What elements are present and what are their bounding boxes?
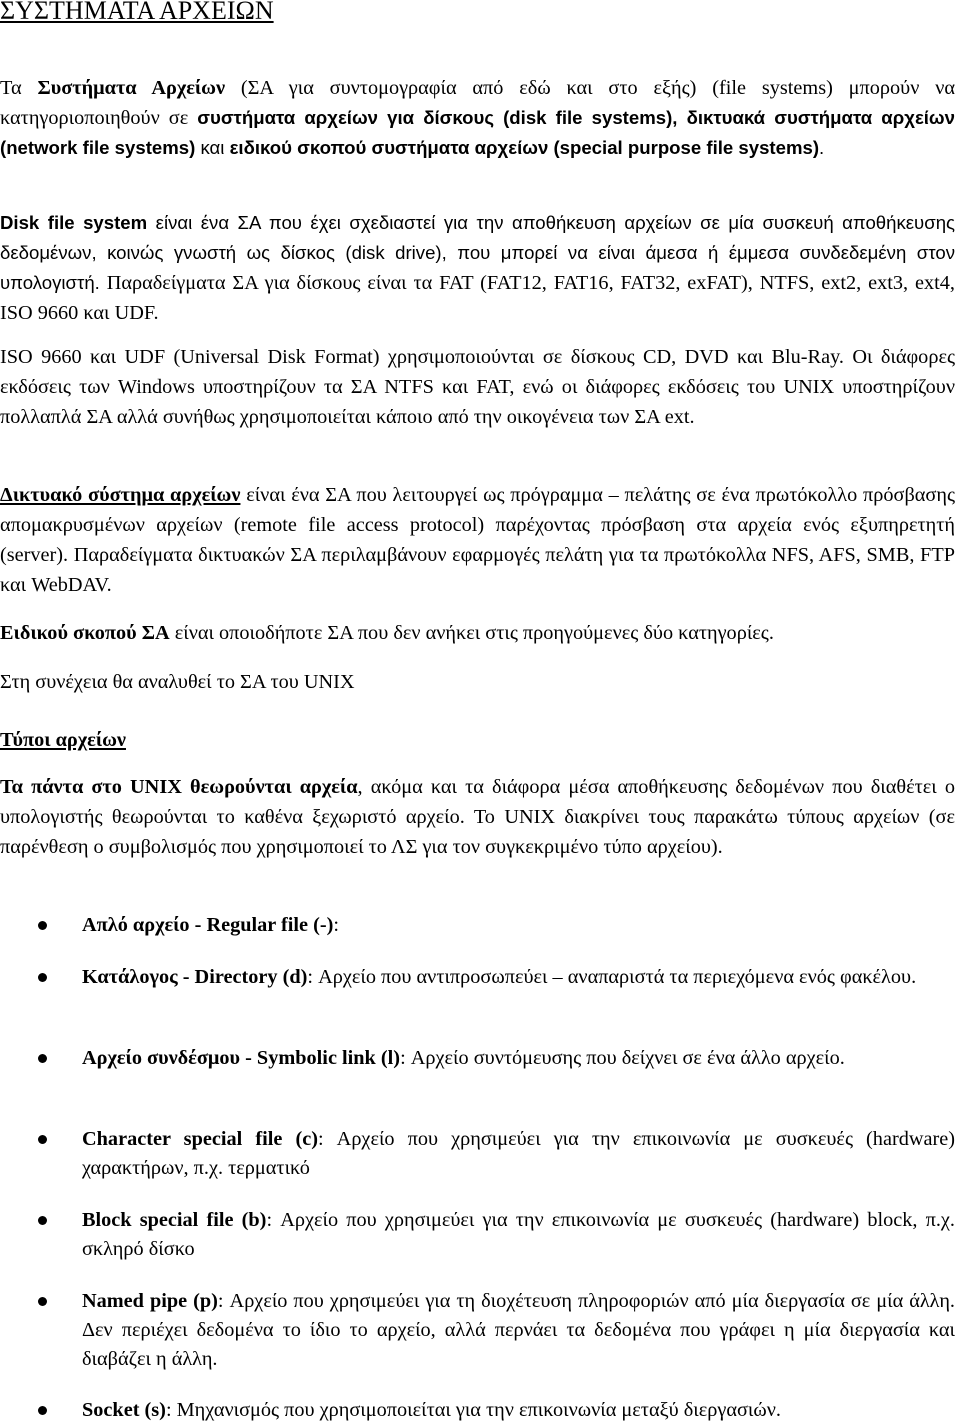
bullet-icon [38,1297,47,1306]
bullet-icon [38,921,47,930]
network-file-system-paragraph: Δικτυακό σύστημα αρχείων είναι ένα ΣΑ που λειτουργεί ως πρόγραμμα – πελάτης σε ένα πρωτόκολλο πρόσβασης απομακρυσμένων αρχείων (remote file access protocol) παρέχοντας πρόσβαση στα αρχεία ενός εξυπηρετητή (server). Παραδείγματα δικτυακών ΣΑ περιλαμβάνουν εφαρμογές πελάτη για τα πρωτόκολλα NFS, AFS, SMB, FTP και WebDAV. [0,484,955,596]
bullet-icon [38,973,47,982]
bullet-icon [38,1135,47,1144]
bullet-icon [38,1406,47,1415]
bullet-icon [38,1216,47,1225]
disk-file-system-paragraph: Disk file system είναι ένα ΣΑ που έχει σχεδιαστεί για την αποθήκευση αρχείων σε μία συσκευή αποθήκευσης δεδομένων, κοινώς γνωστή ως δίσκος (disk drive), που μπορεί να είναι άμεσα ή έμμεσα συνδεδεμένη στον υπολογιστή. Παραδείγματα ΣΑ για δίσκους είναι τα FAT (FAT12, FAT16, FAT32, exFAT), NTFS, ext2, ext3, ext4, ISO 9660 και UDF. [0,212,956,324]
page-title: ΣΥΣΤΗΜΑΤΑ ΑΡΧΕΙΩΝ [0,0,274,25]
file-types-heading: Τύποι αρχείων [0,729,126,751]
iso-paragraph: ISO 9660 και UDF (Universal Disk Format) χρησιμοποιούνται σε δίσκους CD, DVD και Blu-Ray. Οι διάφορες εκδόσεις των Windows υποστηρίζουν τα ΣΑ NTFS και FAT, ενώ οι διάφορες εκδόσεις του UNIX υποστηρίζουν πολλαπλά ΣΑ αλλά συνήθως χρησιμοποιείται κάποιο από την οικογένεια των ΣΑ ext. [0,346,955,428]
intro-paragraph: Τα Συστήματα Αρχείων (ΣΑ για συντομογραφία από εδώ και στο εξής) (file systems) μπορούν να κατηγοριοποιηθούν σε συστήματα αρχείων για δίσκους (disk file systems), δικτυακά συστήματα αρχείων (network file systems) και ειδικού σκοπού συστήματα αρχείων (special purpose file systems). [0,77,956,158]
bullet-icon [38,1054,47,1063]
document-page: ΣΥΣΤΗΜΑΤΑ ΑΡΧΕΙΩΝ Τα Συστήματα Αρχείων (ΣΑ για συντομογραφία από εδώ και στο εξής) (file systems) μπορούν να κατηγοριοποιηθούν σε συστήματα αρχείων για δίσκους (disk file systems), δικτυακά συστήματα αρχείων (network file systems) και ειδικού σκοπού συστήματα αρχείων (special purpose file systems). Disk file system είναι ένα ΣΑ που έχει σχεδιαστεί για την αποθήκευση αρχείων σε μία συσκευή αποθήκευσης δεδομένων, κοινώς γνωστή ως δίσκος (disk drive), που μπορεί να είναι άμεσα ή έμμεσα συνδεδεμένη στον υπολογιστή. Παραδείγματα ΣΑ για δίσκους είναι τα FAT (FAT12, FAT16, FAT32, exFAT), NTFS, ext2, ext3, ext4, ISO 9660 και UDF. ISO 9660 και UDF (Universal Disk Format) χρησιμοποιούνται σε δίσκους CD, DVD και Blu-Ray. Οι διάφορες εκδόσεις των Windows υποστηρίζουν τα ΣΑ NTFS και FAT, ενώ οι διάφορες εκδόσεις του UNIX υποστηρίζουν πολλαπλά ΣΑ αλλά συνήθως χρησιμοποιείται κάποιο από την οικογένεια των ΣΑ ext. Δικτυακό σύστημα αρχείων είναι ένα ΣΑ που λειτουργεί ως πρόγραμμα – πελάτης σε ένα πρωτόκολλο πρόσβασης απομακρυσμένων αρχείων (remote file access protocol) παρέχοντας πρόσβαση στα αρχεία ενός εξυπηρετητή (server). Παραδείγματα δικτυακών ΣΑ περιλαμβάνουν εφαρμογές πελάτη για τα πρωτόκολλα NFS, AFS, SMB, FTP και WebDAV. Ειδικού σκοπού ΣΑ είναι οποιοδήποτε ΣΑ που δεν ανήκει στις προηγούμενες δύο κατηγορίες. Στη συνέχεια θα αναλυθεί το ΣΑ του UNIX Τύποι αρχείων Τα πάντα στο UNIX θεωρούνται αρχεία, ακόμα και τα διάφορα μέσα αποθήκευσης δεδομένων που διαθέτει ο υπολογιστής θεωρούνται το καθένα ξεχωριστό αρχείο. Το UNIX διακρίνει τους παρακάτω τύπους αρχείων (σε παρένθεση ο συμβολισμός που χρησιμοποιεί το ΛΣ για τον συγκεκριμένο τύπο αρχείου). Απλό αρχείο - Regular file (-): Κατάλογος - Directory (d): Αρχείο που αντιπροσωπεύει – αναπαριστά τα περιεχόμενα ενός φακέλου. Αρχείο συνδέσμου - Symbolic link (l): Αρχείο συντόμευσης που δείχνει σε ένα άλλο αρχείο. Character special file (c): Αρχείο που χρησιμεύει για την επικοινωνία με συσκευές (hardware) χαρακτήρων, π.χ. τερματικό Block special file (b): Αρχείο που χρησιμεύει για την επικοινωνία με συσκευές (hardware) block, π.χ. σκληρό δίσκο Named pipe (p): Αρχείο που χρησιμεύει για τη διοχέτευση πληροφοριών από μία διεργασία σε μία άλλη. Δεν περιέχει δεδομένα το ίδιο το αρχείο, αλλά περνάει τα δεδομένα που γράφει η μία διεργασία και διαβάζει η άλλη. Socket (s): Μηχανισμός που χρησιμοποιείται για την επικοινωνία μεταξύ διεργασιών. [0,0,960,1427]
unix-files-paragraph: Τα πάντα στο UNIX θεωρούνται αρχεία, ακόμα και τα διάφορα μέσα αποθήκευσης δεδομένων που διαθέτει ο υπολογιστής θεωρούνται το καθένα ξεχωριστό αρχείο. Το UNIX διακρίνει τους παρακάτω τύπους αρχείων (σε παρένθεση ο συμβολισμός που χρησιμοποιεί το ΛΣ για τον συγκεκριμένο τύπο αρχείου). [0,776,955,858]
unix-intro-line: Στη συνέχεια θα αναλυθεί το ΣΑ του UNIX [0,671,355,693]
special-purpose-paragraph: Ειδικού σκοπού ΣΑ είναι οποιοδήποτε ΣΑ που δεν ανήκει στις προηγούμενες δύο κατηγορίες. [0,622,774,644]
